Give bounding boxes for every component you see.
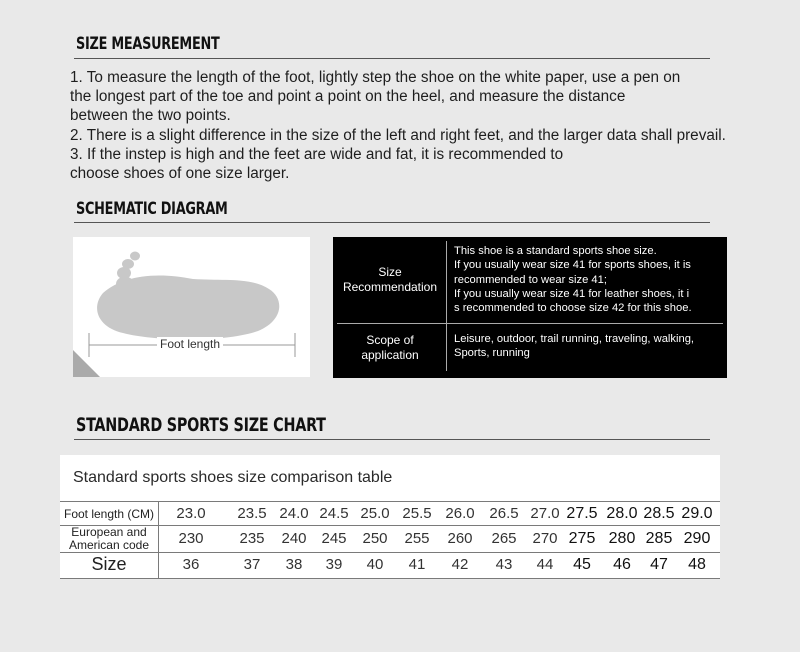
heading-schematic-diagram: SCHEMATIC DIAGRAM <box>76 199 228 219</box>
instruction-line: between the two points. <box>70 107 231 125</box>
page-curl-corner <box>73 350 100 377</box>
size-cell: 40 <box>366 556 384 573</box>
euro-american-code-cell: 260 <box>447 530 473 547</box>
foot-length-cell: 26.5 <box>489 505 519 522</box>
size-recommendation-label: Size Recommendation <box>342 265 438 294</box>
size-recommendation-panel <box>333 237 727 378</box>
euro-american-code-cell: 245 <box>321 530 347 547</box>
panel-divider <box>446 241 447 371</box>
row-label-euro-american-code: European and American code <box>68 525 150 552</box>
size-cell: 43 <box>495 556 513 573</box>
table-title: Standard sports shoes size comparison table <box>73 469 393 486</box>
foot-length-cell: 24.0 <box>279 505 309 522</box>
table-rule <box>60 578 720 579</box>
foot-length-cell: 23.5 <box>237 505 267 522</box>
size-cell: 47 <box>650 556 668 573</box>
foot-length-cell: 25.5 <box>402 505 432 522</box>
heading-rule <box>74 439 710 440</box>
size-comparison-table <box>60 455 720 579</box>
heading-size-measurement: SIZE MEASUREMENT <box>76 34 220 54</box>
instruction-line: 2. There is a slight difference in the size of the left and right feet, and the larger data shall prevail. <box>70 126 726 144</box>
heading-rule <box>74 222 710 223</box>
foot-length-cell: 27.5 <box>566 505 598 522</box>
measurement-instructions <box>70 68 790 183</box>
euro-american-code-cell: 235 <box>239 530 265 547</box>
instruction-line: the longest part of the toe and point a point on the heel, and measure the distance <box>70 88 626 106</box>
euro-american-code-cell: 230 <box>178 530 204 547</box>
foot-length-label: Foot length <box>157 337 223 351</box>
size-cell: 37 <box>243 556 261 573</box>
instruction-line: 1. To measure the length of the foot, lightly step the shoe on the white paper, use a pen on <box>70 69 681 86</box>
table-column-divider <box>158 501 159 579</box>
footprint-icon <box>73 237 310 377</box>
size-cell: 46 <box>613 556 631 573</box>
table-rule <box>60 552 720 553</box>
euro-american-code-cell: 290 <box>683 530 711 547</box>
size-cell: 44 <box>536 556 554 573</box>
foot-length-cell: 25.0 <box>360 505 390 522</box>
size-cell: 41 <box>408 556 426 573</box>
table-rule <box>60 525 720 526</box>
row-label-size: Size <box>91 554 127 574</box>
euro-american-code-cell: 285 <box>645 530 673 547</box>
foot-length-cell: 29.0 <box>681 505 713 522</box>
foot-length-cell: 26.0 <box>445 505 475 522</box>
foot-length-cell: 27.0 <box>530 505 560 522</box>
euro-american-code-cell: 280 <box>608 530 636 547</box>
euro-american-code-cell: 275 <box>568 530 596 547</box>
size-recommendation-text: This shoe is a standard sports shoe size. If you usually wear size 41 for sports shoes, it is recommended to wear size 41; If you usually wear size 41 for leather shoes, it i s recommended to choose size 42 for this shoe. <box>454 245 692 315</box>
heading-size-chart: STANDARD SPORTS SIZE CHART <box>76 414 326 436</box>
euro-american-code-cell: 255 <box>404 530 430 547</box>
scope-of-application-text: Leisure, outdoor, trail running, traveling, walking, Sports, running <box>454 333 695 360</box>
size-cell: 39 <box>325 556 343 573</box>
foot-length-cell: 23.0 <box>176 505 206 522</box>
size-cell: 45 <box>573 556 591 573</box>
heading-rule <box>74 58 710 59</box>
table-rule <box>60 501 720 502</box>
euro-american-code-cell: 265 <box>491 530 517 547</box>
foot-length-cell: 24.5 <box>319 505 349 522</box>
instruction-line: 3. If the instep is high and the feet are wide and fat, it is recommended to <box>70 145 564 163</box>
size-cell: 38 <box>285 556 303 573</box>
foot-diagram <box>73 237 310 377</box>
size-cell: 42 <box>451 556 469 573</box>
scope-of-application-label: Scope of application <box>361 333 419 362</box>
foot-length-cell: 28.0 <box>606 505 638 522</box>
euro-american-code-cell: 270 <box>532 530 558 547</box>
row-label-foot-length: Foot length (CM) <box>63 507 155 521</box>
euro-american-code-cell: 250 <box>362 530 388 547</box>
instruction-line: choose shoes of one size larger. <box>70 165 290 183</box>
panel-divider <box>337 323 723 324</box>
euro-american-code-cell: 240 <box>281 530 307 547</box>
foot-length-cell: 28.5 <box>643 505 675 522</box>
size-cell: 48 <box>688 556 706 573</box>
size-cell: 36 <box>182 556 200 573</box>
